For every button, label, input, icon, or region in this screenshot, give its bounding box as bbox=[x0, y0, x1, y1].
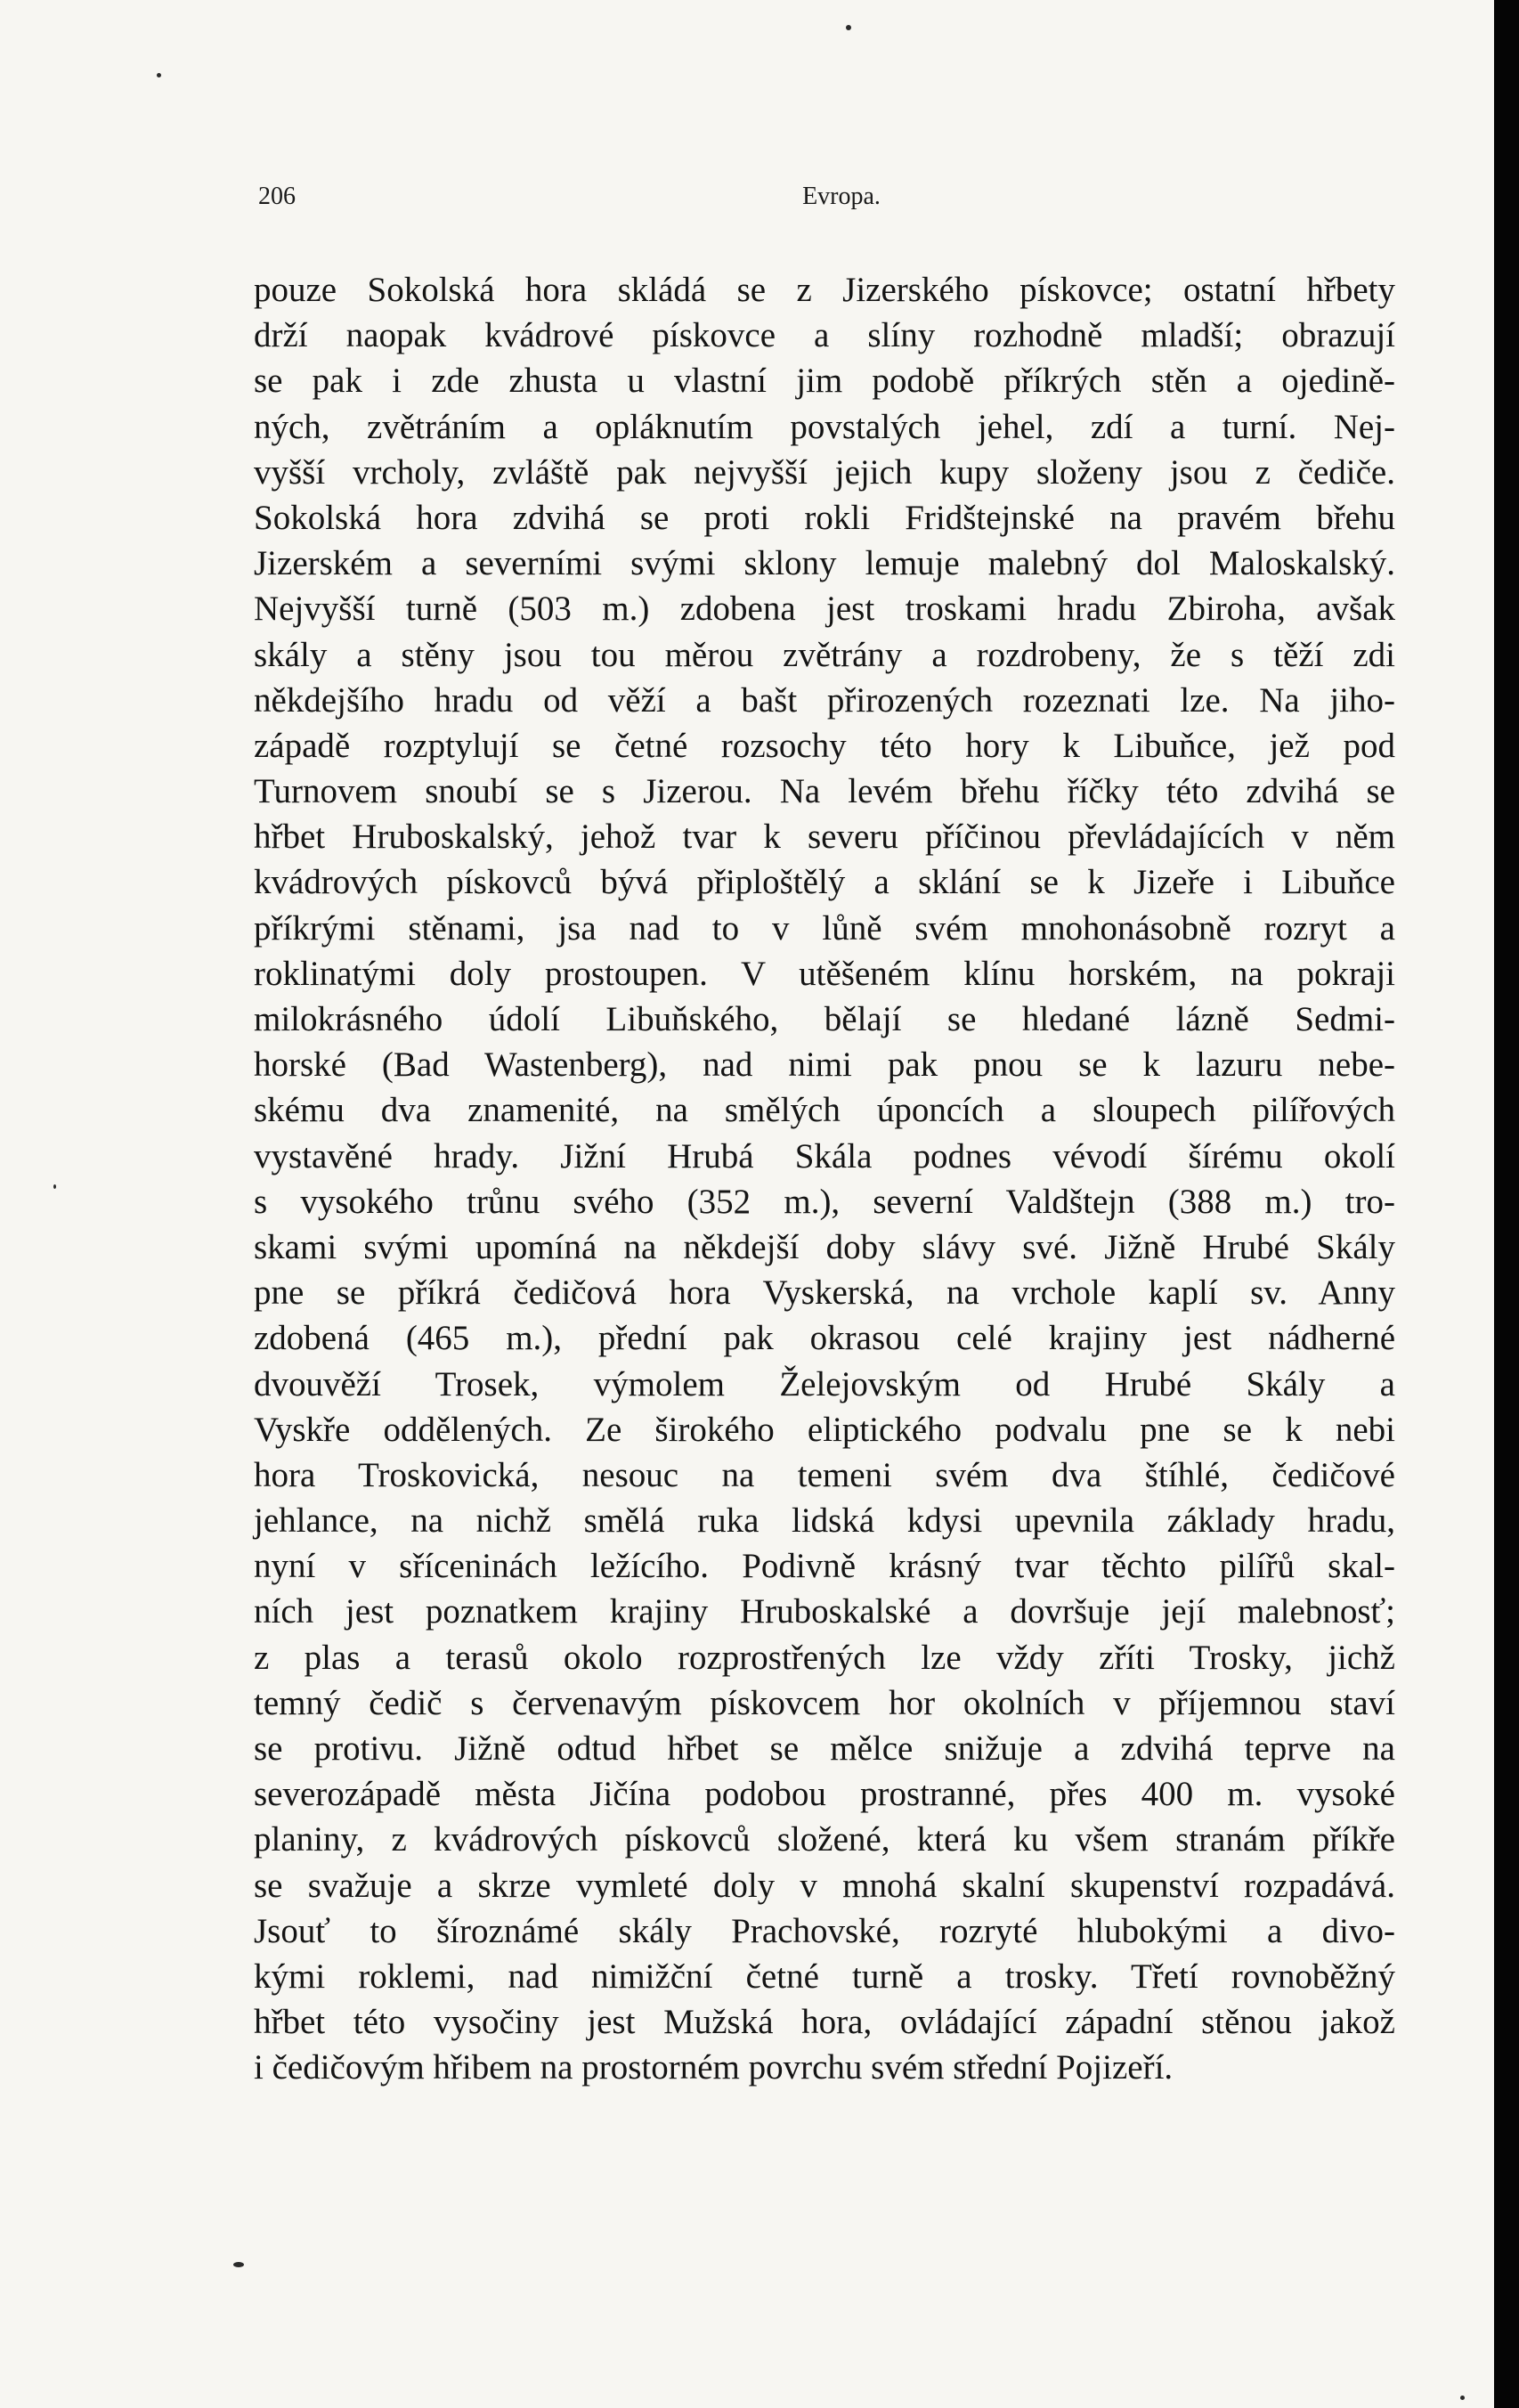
text-line: ních jest poznatkem krajiny Hruboskalské a dovršuje její malebnosť; bbox=[254, 1592, 1395, 1631]
text-line: příkrými stěnami, jsa nad to v lůně svém mnohonásobně rozryt a bbox=[254, 908, 1395, 948]
scan-speck bbox=[846, 25, 851, 30]
page-number: 206 bbox=[258, 183, 296, 210]
text-line: pouze Sokolská hora skládá se z Jizerského pískovce; ostatní hřbety bbox=[254, 271, 1395, 309]
text-line: planiny, z kvádrových pískovců složené, která ku všem stranám příkře bbox=[254, 1820, 1395, 1859]
text-line: milokrásného údolí Libuňského, bělají se hledané lázně Sedmi- bbox=[254, 1000, 1395, 1038]
text-line: jehlance, na nichž smělá ruka lidská kdysi upevnila základy hradu, bbox=[254, 1501, 1395, 1541]
text-line: hora Troskovická, nesouc na temeni svém dva štíhlé, čedičové bbox=[254, 1455, 1395, 1494]
text-line: vyšší vrcholy, zvláště pak nejvyšší jejich kupy složeny jsou z čediče. bbox=[254, 452, 1395, 492]
text-line: drží naopak kvádrové pískovce a slíny rozhodně mladší; obrazují bbox=[254, 316, 1395, 355]
text-line: západě rozptylují se četné rozsochy této hory k Libuňce, jež pod bbox=[254, 726, 1395, 765]
scan-speck bbox=[53, 1184, 56, 1189]
text-line: Jsouť to šíroznámé skály Prachovské, rozryté hlubokými a divo- bbox=[254, 1911, 1395, 1950]
text-line: hřbet této vysočiny jest Mužská hora, ovládající západní stěnou jakož bbox=[254, 2003, 1395, 2042]
text-line: Sokolská hora zdvihá se proti rokli Fridštejnské na pravém břehu bbox=[254, 498, 1395, 537]
text-line: hřbet Hruboskalský, jehož tvar k severu příčinou převládajících v něm bbox=[254, 818, 1395, 857]
text-line: vystavěné hrady. Jižní Hrubá Skála podnes vévodí šírému okolí bbox=[254, 1136, 1395, 1176]
scan-speck bbox=[233, 2262, 244, 2267]
running-head: Evropa. bbox=[802, 183, 881, 210]
text-line: skami svými upomíná na někdejší doby slávy své. Jižně Hrubé Skály bbox=[254, 1227, 1395, 1266]
text-line: nyní v sříceninách ležícího. Podivně krásný tvar těchto pilířů skal- bbox=[254, 1547, 1395, 1586]
text-line: kvádrových pískovců bývá připloštělý a sklání se k Jizeře i Libuňce bbox=[254, 863, 1395, 902]
text-line: i čedičovým hřibem na prostorném povrchu svém střední Pojizeří. bbox=[254, 2048, 1174, 2087]
text-line: severozápadě města Jičína podobou prostranné, přes 400 m. vysoké bbox=[254, 1775, 1395, 1814]
text-line: Turnovem snoubí se s Jizerou. Na levém břehu říčky této zdvihá se bbox=[254, 772, 1395, 811]
text-line: z plas a terasů okolo rozprostřených lze vždy zříti Trosky, jichž bbox=[254, 1638, 1395, 1677]
text-line: Jizerském a severními svými sklony lemuje malebný dol Maloskalský. bbox=[254, 544, 1395, 583]
text-line: temný čedič s červenavým pískovcem hor okolních v příjemnou staví bbox=[254, 1683, 1395, 1722]
text-line: skému dva znamenité, na smělých úponcích a sloupech pilířových bbox=[254, 1091, 1395, 1130]
text-line: se protivu. Jižně odtud hřbet se mělce snižuje a zdvihá teprve na bbox=[254, 1729, 1395, 1768]
text-line: ných, zvětráním a opláknutím povstalých jehel, zdí a turní. Nej- bbox=[254, 407, 1395, 446]
text-line: horské (Bad Wastenberg), nad nimi pak pnou se k lazuru nebe- bbox=[254, 1045, 1395, 1085]
text-line: Vyskře oddělených. Ze širokého eliptického podvalu pne se k nebi bbox=[254, 1410, 1395, 1449]
scan-edge bbox=[1494, 0, 1519, 2408]
scan-speck bbox=[1460, 2396, 1465, 2400]
scan-speck bbox=[157, 73, 161, 77]
text-line: dvouvěží Trosek, výmolem Želejovským od Hrubé Skály a bbox=[254, 1364, 1395, 1403]
text-line: s vysokého trůnu svého (352 m.), severní Valdštejn (388 m.) tro- bbox=[254, 1182, 1395, 1221]
text-line: pne se příkrá čedičová hora Vyskerská, na vrchole kaplí sv. Anny bbox=[254, 1273, 1395, 1313]
body-text bbox=[254, 267, 1395, 2091]
text-line: skály a stěny jsou tou měrou zvětrány a rozdrobeny, že s těží zdi bbox=[254, 635, 1395, 674]
text-line: se svažuje a skrze vymleté doly v mnohá skalní skupenství rozpadává. bbox=[254, 1866, 1395, 1905]
text-line: zdobená (465 m.), přední pak okrasou celé krajiny jest nádherné bbox=[254, 1319, 1395, 1358]
text-line: někdejšího hradu od věží a bašt přirozených rozeznati lze. Na jiho- bbox=[254, 680, 1395, 720]
page-header bbox=[258, 183, 1398, 218]
text-line: se pak i zde zhusta u vlastní jim podobě příkrých stěn a ojedině- bbox=[254, 362, 1395, 401]
text-line: kými roklemi, nad nimižční četné turně a trosky. Třetí rovnoběžný bbox=[254, 1956, 1395, 1996]
text-line: Nejvyšší turně (503 m.) zdobena jest troskami hradu Zbiroha, avšak bbox=[254, 590, 1395, 629]
text-line: roklinatými doly prostoupen. V utěšeném klínu horském, na pokraji bbox=[254, 954, 1395, 993]
